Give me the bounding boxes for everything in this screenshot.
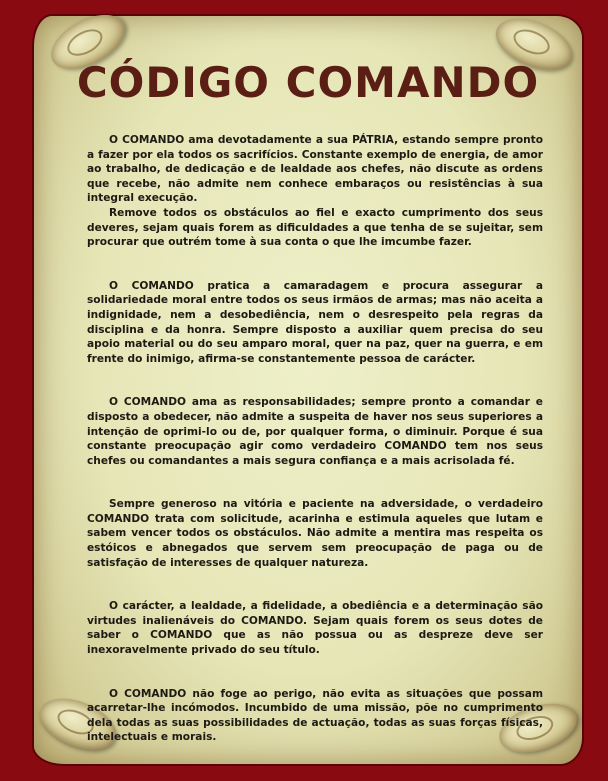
paragraph-generosidade: Sempre generoso na vitória e paciente na adversidade, o verdadeiro COMANDO trata com solicitude, acarinha e estimula aqueles que lutam e sabem vencer todos os obstáculos. Não admite a mentira mas respeita os estóicos e abnegados que servem sem preocupação de paga ou de satisfação de interesses de qualquer natureza. — [87, 498, 543, 569]
code-text — [87, 133, 543, 745]
paragraph-spacer — [87, 570, 543, 599]
paragraph-spacer — [87, 468, 543, 497]
paragraph-deveres: Remove todos os obstáculos ao fiel e exacto cumprimento dos seus deveres, sejam quais forem as dificuldades a que tenha de se sujeitar, sem procurar que outrém tome à sua conta o que lhe imcumbe fazer. — [87, 206, 543, 249]
paragraph-responsabilidades: O COMANDO ama as responsabilidades; sempre pronto a comandar e disposto a obedecer, não admite a suspeita de haver nos seus superiores a intenção de oprimi-lo ou de, por qualquer forma, o diminuir. Porque é sua constante preocupação agir como verdadeiro COMANDO tem nos seus chefes ou comandantes a mais segura confiança e a mais acrisolada fé. — [87, 396, 543, 467]
paragraph-virtudes: O carácter, a lealdade, a fidelidade, a obediência e a determinação são virtudes inalienáveis do COMANDO. Sejam quais forem os seus dotes de saber o COMANDO que as não possua ou as despreze deve ser inexoravelmente privado do seu título. — [87, 600, 543, 657]
paragraph-camaradagem: O COMANDO pratica a camaradagem e procura assegurar a solidariedade moral entre todos os seus irmãos de armas; mas não aceita a indignidade, nem a desobediência, nem o desrespeito pela regras da disciplina e da honra. Sempre disposto a auxiliar quem precisa do seu apoio material ou do seu amparo moral, quer na paz, quer na guerra, e em frente do inimigo, afirma-se constantemente pessoa de carácter. — [87, 279, 543, 365]
paragraph-patria: O COMANDO ama devotadamente a sua PÁTRIA, estando sempre pronto a fazer por ela todos os sacrifícios. Constante exemplo de energia, de amor ao trabalho, de dedicação e de lealdade aos chefes, não discute as ordens que recebe, não admite nem conhece embaraços ou resistências à sua integral execução. — [87, 134, 543, 205]
page-title: CÓDIGO COMANDO — [76, 58, 540, 107]
paragraph-spacer — [87, 658, 543, 687]
paragraph-spacer — [87, 250, 543, 279]
paragraph-spacer — [87, 366, 543, 395]
paragraph-perigo: O COMANDO não foge ao perigo, não evita as situações que possam acarretar-lhe incómodos. Incumbido de uma missão, põe no cumprimento dela todas as suas possibilidades de actuação, todas as suas forças físicas, intelectuais e morais. — [87, 687, 543, 744]
